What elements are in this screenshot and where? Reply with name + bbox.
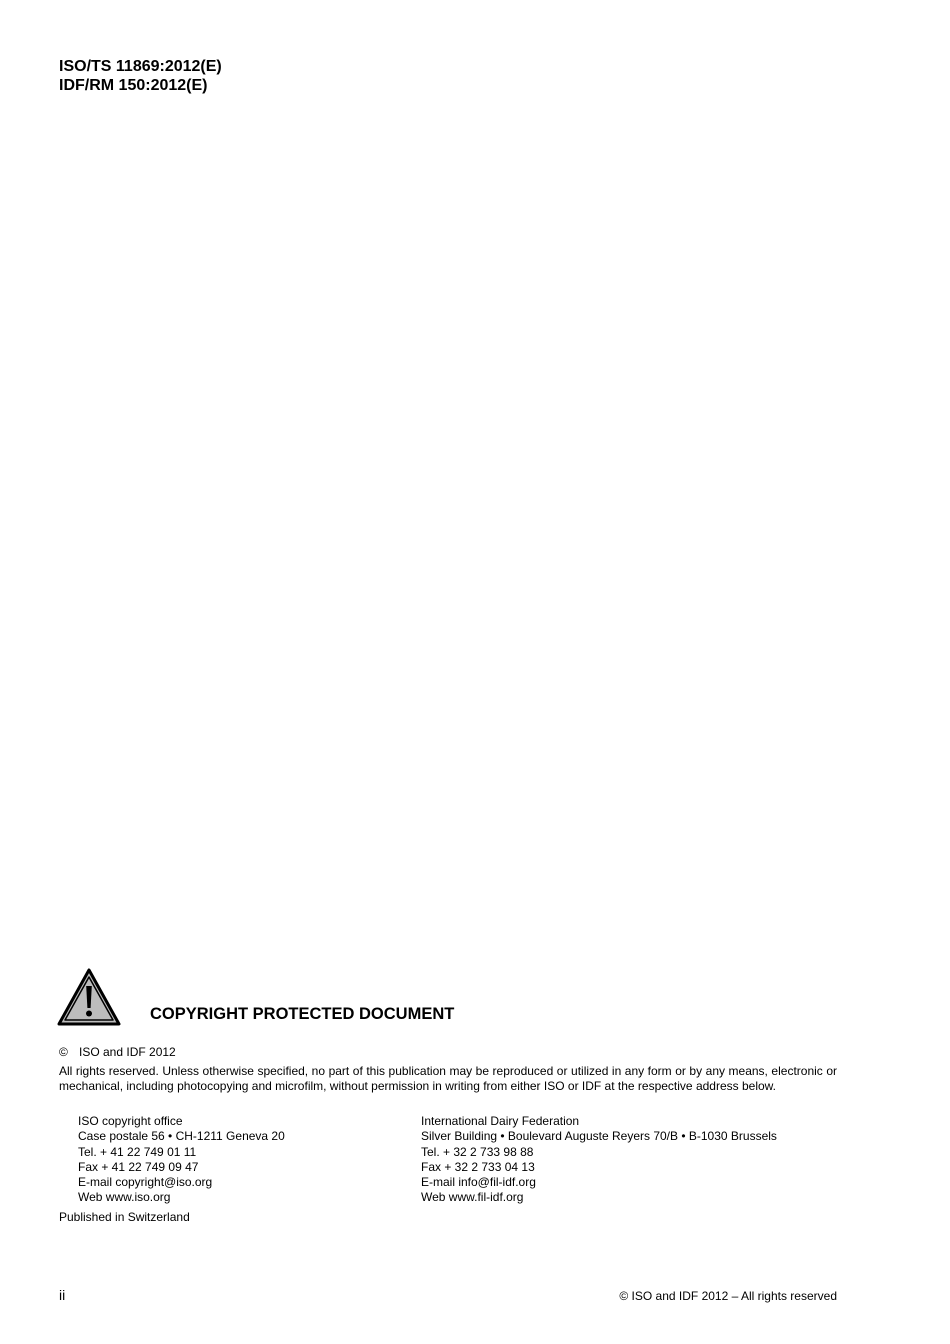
copyright-holder: ISO and IDF 2012 bbox=[79, 1045, 176, 1059]
iso-address-block bbox=[78, 1114, 285, 1206]
iso-street: Case postale 56 • CH-1211 Geneva 20 bbox=[78, 1129, 285, 1144]
idf-web: Web www.fil-idf.org bbox=[421, 1190, 524, 1205]
idf-fax: Fax + 32 2 733 04 13 bbox=[421, 1159, 535, 1174]
iso-office-name: ISO copyright office bbox=[78, 1114, 183, 1128]
iso-email: E-mail copyright@iso.org bbox=[78, 1175, 213, 1190]
warning-triangle-icon bbox=[57, 968, 121, 1026]
idf-address-block bbox=[421, 1114, 777, 1206]
published-location: Published in Switzerland bbox=[59, 1210, 190, 1224]
copyright-symbol: © bbox=[59, 1045, 68, 1059]
page-number: ii bbox=[59, 1287, 66, 1303]
footer-copyright: © ISO and IDF 2012 – All rights reserved bbox=[619, 1289, 837, 1303]
idf-tel: Tel. + 32 2 733 98 88 bbox=[421, 1144, 534, 1159]
standard-number-iso: ISO/TS 11869:2012(E) bbox=[59, 58, 222, 75]
iso-web: Web www.iso.org bbox=[78, 1190, 171, 1205]
iso-fax: Fax + 41 22 749 09 47 bbox=[78, 1159, 199, 1174]
rights-paragraph: All rights reserved. Unless otherwise specified, no part of this publication may be reproduced or utilized in any form or by any means, electronic or mechanical, including photocopying and microfilm, without permission in writing from either ISO or IDF at the respective address below. bbox=[59, 1064, 837, 1093]
idf-street: Silver Building • Boulevard Auguste Reyers 70/B • B-1030 Brussels bbox=[421, 1129, 777, 1144]
standard-number-idf: IDF/RM 150:2012(E) bbox=[59, 77, 208, 94]
copyright-line bbox=[59, 1045, 176, 1059]
iso-tel: Tel. + 41 22 749 01 11 bbox=[78, 1144, 197, 1159]
document-header bbox=[59, 57, 222, 95]
idf-email: E-mail info@fil-idf.org bbox=[421, 1175, 536, 1190]
copyright-notice-title: COPYRIGHT PROTECTED DOCUMENT bbox=[150, 1005, 455, 1023]
idf-office-name: International Dairy Federation bbox=[421, 1114, 580, 1128]
